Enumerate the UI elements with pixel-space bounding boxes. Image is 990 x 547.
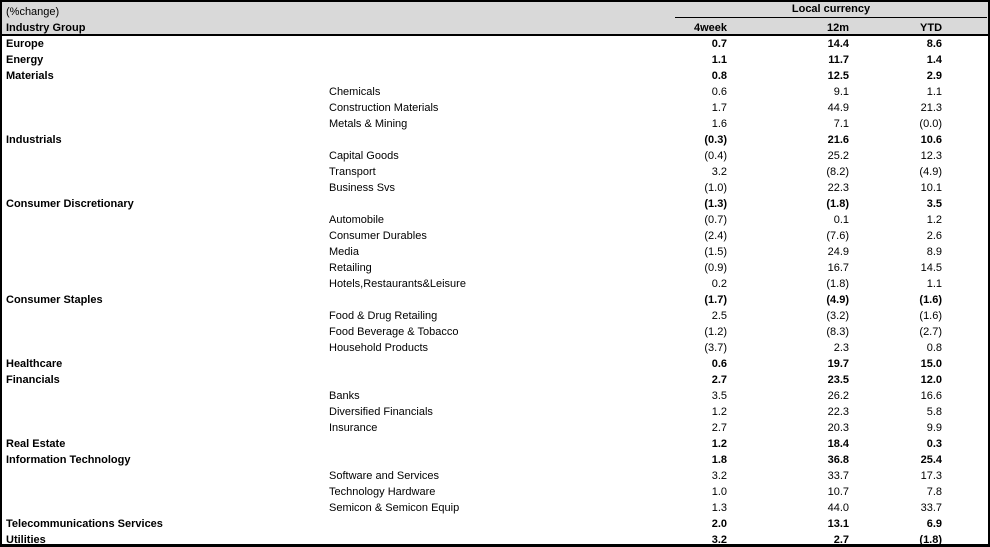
value-cell: 1.6 [711,118,727,130]
value-cell: 33.7 [920,502,943,514]
value-cell: 2.3 [833,342,849,354]
header-row-units [2,2,990,18]
unit-label: (%change) [2,2,674,18]
table-row [2,420,990,436]
row-label: Software and Services [329,470,440,482]
table-header [2,2,990,35]
value-cell: (2.7) [919,326,943,338]
value-cell: 1.3 [711,502,727,514]
currency-group-header: Local currency [675,2,987,18]
value-cell: (1.2) [704,326,727,338]
value-cell: 3.5 [711,390,727,402]
value-cell: 22.3 [827,182,849,194]
table-row [2,308,990,324]
value-cell: 10.1 [920,182,943,194]
value-cell: 12.5 [827,70,849,82]
table-row [2,500,990,516]
table-row [2,244,990,260]
value-cell: (1.0) [704,182,727,194]
value-cell: (0.0) [919,118,943,130]
value-cell: (0.4) [704,150,727,162]
row-label: Household Products [329,342,429,354]
row-label: Financials [6,374,60,386]
value-cell: 0.2 [711,278,727,290]
value-cell: (8.3) [826,326,849,338]
table-row [2,132,990,148]
row-label: Food Beverage & Tobacco [329,326,459,338]
value-cell: 12.3 [920,150,943,162]
value-cell: 9.1 [833,86,849,98]
industry-group-header: Industry Group [2,18,674,35]
value-cell: (0.3) [704,134,727,146]
value-cell: 0.7 [711,38,727,50]
value-cell: 2.7 [711,422,727,434]
value-cell: 16.7 [827,262,849,274]
value-cell: 2.6 [926,230,943,242]
row-label: Semicon & Semicon Equip [329,502,460,514]
value-cell: 11.7 [828,54,849,66]
value-cell: 44.9 [827,102,849,114]
value-cell: (4.9) [826,294,849,306]
value-cell: (1.6) [919,310,943,322]
value-cell: (1.8) [826,198,849,210]
value-cell: (7.6) [826,230,849,242]
row-label: Automobile [329,214,385,226]
value-cell: 14.5 [920,262,943,274]
value-cell: 9.9 [926,422,943,434]
table-row [2,52,990,68]
row-label: Europe [6,38,44,50]
row-label: Retailing [329,262,372,274]
value-cell: 5.8 [926,406,943,418]
value-cell: (3.7) [704,342,727,354]
value-cell: 7.1 [833,118,849,130]
row-label: Metals & Mining [329,118,408,130]
value-cell: 10.7 [827,486,849,498]
row-label: Consumer Staples [6,294,103,306]
value-cell: 44.0 [827,502,849,514]
value-cell: (1.8) [826,278,849,290]
value-cell: 33.7 [827,470,849,482]
value-cell: 20.3 [827,422,849,434]
value-cell: (2.4) [704,230,727,242]
value-cell: 1.1 [926,86,943,98]
value-cell: 0.8 [926,342,943,354]
table-row [2,516,990,532]
row-label: Telecommunications Services [6,518,163,530]
table-row [2,388,990,404]
row-label: Materials [6,70,54,82]
table-row [2,468,990,484]
value-cell: 10.6 [920,134,943,146]
value-cell: 1.2 [711,438,727,450]
row-label: Chemicals [329,86,381,98]
value-cell: 7.8 [926,486,943,498]
row-label: Industrials [6,134,62,146]
table-row [2,372,990,388]
value-cell: 19.7 [827,358,849,370]
value-cell: 1.4 [926,54,943,66]
value-cell: 3.2 [711,166,727,178]
value-cell: 2.9 [926,70,943,82]
table-row [2,68,990,84]
value-cell: 1.8 [711,454,727,466]
table-row [2,532,990,547]
value-cell: (0.7) [704,214,727,226]
table-row [2,436,990,452]
table-row [2,484,990,500]
table-row [2,116,990,132]
value-cell: 23.5 [827,374,849,386]
value-cell: 1.2 [711,406,727,418]
value-cell: 3.5 [926,198,943,210]
value-cell: 14.4 [827,38,849,50]
value-cell: 17.3 [920,470,943,482]
table-row [2,340,990,356]
table-row [2,84,990,100]
value-cell: 25.4 [920,454,943,466]
value-cell: (1.6) [919,294,943,306]
table-row [2,292,990,308]
value-cell: 3.2 [711,534,727,546]
table-row [2,404,990,420]
row-label: Insurance [329,422,378,434]
value-cell: 1.1 [711,54,727,66]
value-cell: 1.7 [711,102,727,114]
table-row [2,276,990,292]
value-cell: 8.6 [926,38,943,50]
row-label: Consumer Durables [329,230,427,242]
value-cell: 2.5 [711,310,727,322]
table-row [2,35,990,52]
value-cell: 13.1 [827,518,849,530]
value-cell: (1.8) [919,534,943,546]
table-row [2,452,990,468]
value-cell: 25.2 [827,150,849,162]
value-cell: 26.2 [827,390,849,402]
row-label: Diversified Financials [329,406,433,418]
value-cell: 21.3 [920,102,943,114]
value-cell: 36.8 [827,454,849,466]
value-cell: 2.7 [833,534,849,546]
value-cell: 15.0 [920,358,943,370]
column-header-ytd: YTD [857,18,990,35]
row-label: Energy [6,54,44,66]
value-cell: (4.9) [919,166,943,178]
value-cell: 2.7 [711,374,727,386]
value-cell: 0.8 [711,70,727,82]
column-header-4week: 4week [674,18,739,35]
row-label: Consumer Discretionary [6,198,134,210]
value-cell: 0.6 [711,358,727,370]
table-row [2,324,990,340]
row-label: Technology Hardware [329,486,436,498]
value-cell: 8.9 [926,246,943,258]
value-cell: (1.7) [704,294,727,306]
value-cell: (8.2) [826,166,849,178]
column-header-12m: 12m [739,18,857,35]
currency-group-cell [674,2,990,18]
row-label: Hotels,Restaurants&Leisure [329,278,466,290]
row-label: Food & Drug Retailing [329,310,438,322]
table-row [2,164,990,180]
table-row [2,148,990,164]
row-label: Construction Materials [329,102,439,114]
value-cell: 1.2 [926,214,943,226]
row-label: Transport [329,166,376,178]
header-row-columns [2,18,990,35]
table-body [2,35,990,547]
table-row [2,100,990,116]
value-cell: 16.6 [920,390,943,402]
row-label: Utilities [6,534,46,546]
row-label: Banks [329,390,360,402]
data-table [2,2,990,547]
row-label: Information Technology [6,454,131,466]
value-cell: 1.0 [711,486,727,498]
value-cell: 1.1 [926,278,943,290]
value-cell: (3.2) [826,310,849,322]
value-cell: 18.4 [827,438,849,450]
value-cell: 0.1 [833,214,849,226]
value-cell: 24.9 [827,246,849,258]
table-row [2,196,990,212]
value-cell: 21.6 [827,134,849,146]
row-label: Media [329,246,359,258]
value-cell: 6.9 [926,518,943,530]
value-cell: 22.3 [827,406,849,418]
value-cell: 0.6 [711,86,727,98]
table-row [2,212,990,228]
row-label: Healthcare [6,358,63,370]
table-row [2,228,990,244]
table-row [2,356,990,372]
value-cell: 12.0 [920,374,943,386]
value-cell: 3.2 [711,470,727,482]
value-cell: (1.5) [704,246,727,258]
row-label: Business Svs [329,182,396,194]
table-row [2,180,990,196]
value-cell: (1.3) [704,198,727,210]
row-label: Capital Goods [329,150,399,162]
value-cell: 0.3 [926,438,943,450]
value-cell: 2.0 [711,518,727,530]
row-label: Real Estate [6,438,66,450]
table-row [2,260,990,276]
value-cell: (0.9) [704,262,727,274]
